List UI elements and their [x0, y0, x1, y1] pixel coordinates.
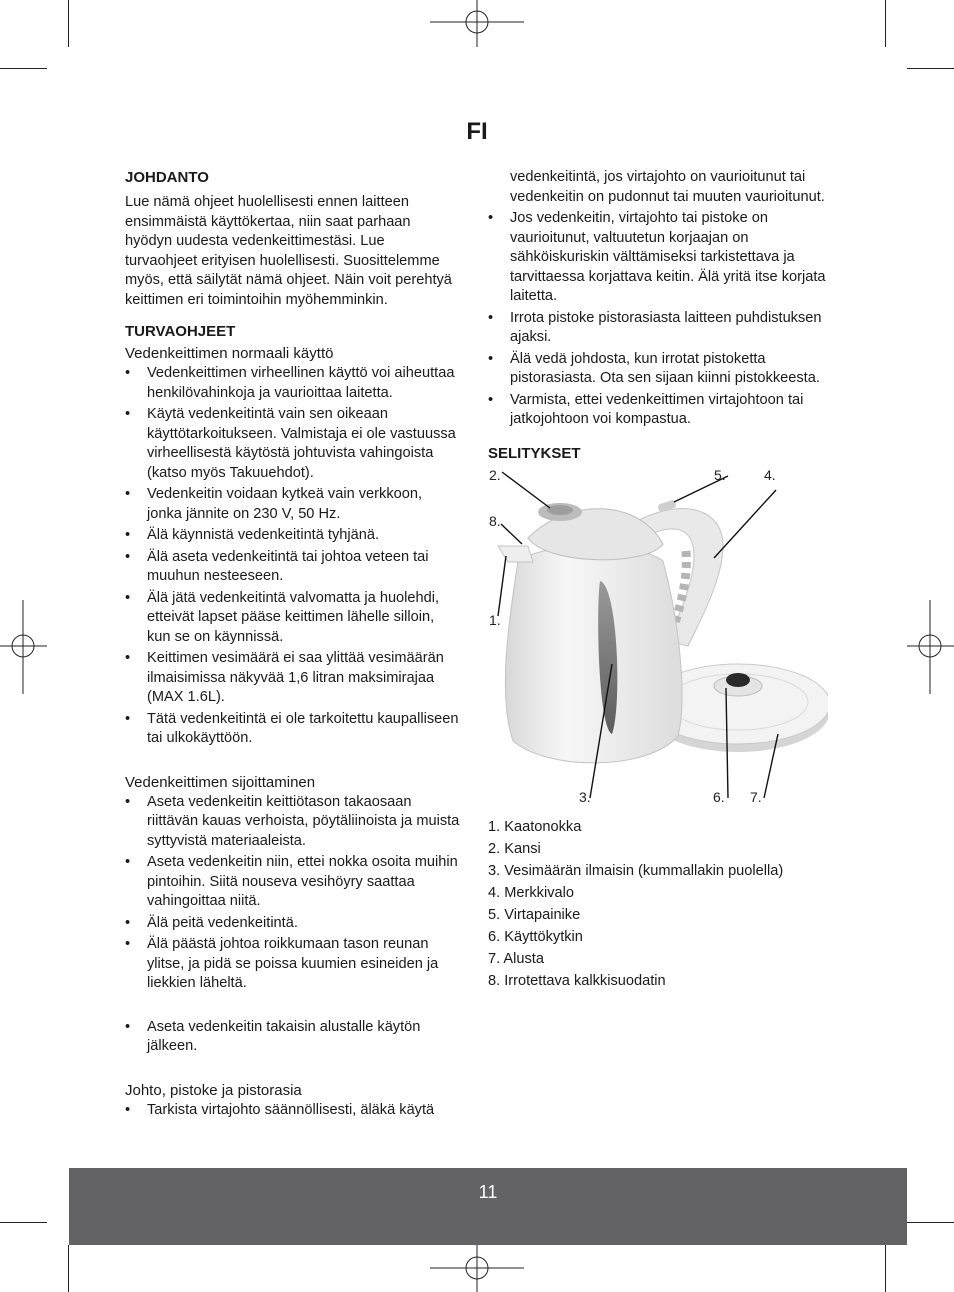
list-item: • Älä peitä vedenkeitintä.: [125, 914, 460, 934]
callout-4: 4.: [764, 466, 776, 483]
list-item: • Varmista, ettei vedenkeittimen virtajohtoon tai jatkojohtoon voi kompastua.: [488, 391, 828, 430]
crop-mark: [907, 1222, 954, 1223]
list-item: • Aseta vedenkeitin takaisin alustalle käytön jälkeen.: [125, 1018, 460, 1057]
cord-list-start: [125, 1101, 460, 1121]
left-column: [125, 168, 460, 1122]
parts-legend: [488, 818, 828, 992]
placement-title: Vedenkeittimen sijoittaminen: [125, 773, 316, 791]
crop-mark: [0, 1222, 47, 1223]
placement-list: [125, 793, 460, 994]
legend-item: 2. Kansi: [488, 840, 541, 857]
registration-mark-top: [430, 0, 524, 47]
intro-text: Lue nämä ohjeet huolellisesti ennen laitteen ensimmäistä käyttökertaa, niin saat parhaan hyödyn uudesta vedenkeittimestäsi. Lue turvaohjeet erityisen huolellisesti. Suosittelemme myös, että säilytät nämä ohjeet. Näin voit perehtyä keittimen eri toimintoihin myöhemminkin.: [125, 194, 452, 308]
legend-item: 8. Irrotettava kalkkisuodatin: [488, 973, 666, 990]
callout-6: 6.: [713, 788, 725, 805]
crop-mark: [907, 68, 954, 69]
list-item: • Älä jätä vedenkeitintä valvomatta ja huolehdi, etteivät lapset pääse keittimen lähelle silloin, kun se on käynnissä.: [125, 589, 460, 648]
legend-item: 3. Vesimäärän ilmaisin (kummallakin puolella): [488, 862, 784, 879]
legend-item: 4. Merkkivalo: [488, 884, 574, 901]
crop-mark: [68, 1245, 69, 1292]
description-heading: SELITYKSET: [488, 444, 581, 462]
list-item: • Tarkista virtajohto säännöllisesti, äläkä käytä: [125, 1101, 460, 1121]
callout-8: 8.: [489, 512, 501, 529]
kettle-diagram: [488, 466, 828, 818]
callout-7: 7.: [750, 788, 762, 805]
page-number: 11: [478, 1182, 498, 1202]
crop-mark: [68, 0, 69, 47]
list-item: • Irrota pistoke pistorasiasta laitteen puhdistuksen ajaksi.: [488, 309, 828, 348]
legend-item: 7. Alusta: [488, 951, 544, 968]
list-item: • Älä päästä johtoa roikkumaan tason reunan ylitse, ja pidä se poissa kuumien esineiden ja liekkien läheltä.: [125, 935, 460, 994]
crop-mark: [0, 68, 47, 69]
list-item: • Älä käynnistä vedenkeitintä tyhjänä.: [125, 526, 460, 546]
cord-list-continued: [488, 168, 828, 430]
callout-2: 2.: [489, 466, 501, 483]
list-item-continued: vedenkeitintä, jos virtajohto on vaurioitunut tai vedenkeitin on pudonnut tai muuten vaurioitunut.: [510, 169, 825, 205]
legend-item: 5. Virtapainike: [488, 906, 581, 923]
list-item: • Käytä vedenkeitintä vain sen oikeaan käyttötarkoitukseen. Valmistaja ei ole vastuussa virheellisestä käytöstä johtuvista vahingoista (katso myös Takuuehdot).: [125, 405, 460, 483]
registration-mark-left: [0, 600, 47, 694]
language-code: FI: [466, 118, 488, 145]
normal-use-title: Vedenkeittimen normaali käyttö: [125, 345, 334, 362]
callout-3: 3.: [579, 788, 591, 805]
placement-extra-list: [125, 1018, 460, 1057]
normal-use-list: [125, 364, 460, 749]
list-item: • Älä aseta vedenkeitintä tai johtoa veteen tai muuhun nesteeseen.: [125, 548, 460, 587]
registration-mark-right: [907, 600, 954, 694]
list-item: • Jos vedenkeitin, virtajohto tai pistoke on vaurioitunut, valtuutetun korjaajan on sähköiskuriskin välttämiseksi tarkistettava ja tarvittaessa korjattava keitin. Älä yritä itse korjata laitetta.: [488, 209, 828, 307]
legend-item: 6. Käyttökytkin: [488, 928, 583, 945]
list-item: • Aseta vedenkeitin niin, ettei nokka osoita muihin pintoihin. Siitä nouseva vesihöyry saattaa vahingoittaa niitä.: [125, 853, 460, 912]
kettle-illustration: [488, 466, 828, 818]
callout-5: 5.: [714, 466, 726, 483]
legend-item: 1. Kaatonokka: [488, 818, 582, 835]
right-column: [488, 168, 828, 994]
list-item: • Aseta vedenkeitin keittiötason takaosaan riittävän kauas verhoista, pöytäliinoista ja muista syttyvistä materiaaleista.: [125, 793, 460, 852]
footer-band: [69, 1168, 907, 1245]
registration-mark-bottom: [430, 1245, 524, 1292]
list-item: • Vedenkeitin voidaan kytkeä vain verkkoon, jonka jännite on 230 V, 50 Hz.: [125, 485, 460, 524]
list-item: • Vedenkeittimen virheellinen käyttö voi aiheuttaa henkilövahinkoja ja vaurioittaa laitetta.: [125, 364, 460, 403]
list-item: • Tätä vedenkeitintä ei ole tarkoitettu kaupalliseen tai ulkokäyttöön.: [125, 710, 460, 749]
safety-heading: TURVAOHJEET: [125, 323, 236, 340]
crop-mark: [885, 0, 886, 47]
cord-title: Johto, pistoke ja pistorasia: [125, 1081, 302, 1099]
list-item: • Älä vedä johdosta, kun irrotat pistoketta pistorasiasta. Ota sen sijaan kiinni pistokkeesta.: [488, 350, 828, 389]
callout-1: 1.: [489, 611, 501, 628]
intro-heading: JOHDANTO: [125, 169, 209, 186]
list-item: • Keittimen vesimäärä ei saa ylittää vesimäärän ilmaisimissa näkyvää 1,6 litran maksimirajaa (MAX 1.6L).: [125, 649, 460, 708]
crop-mark: [885, 1245, 886, 1292]
